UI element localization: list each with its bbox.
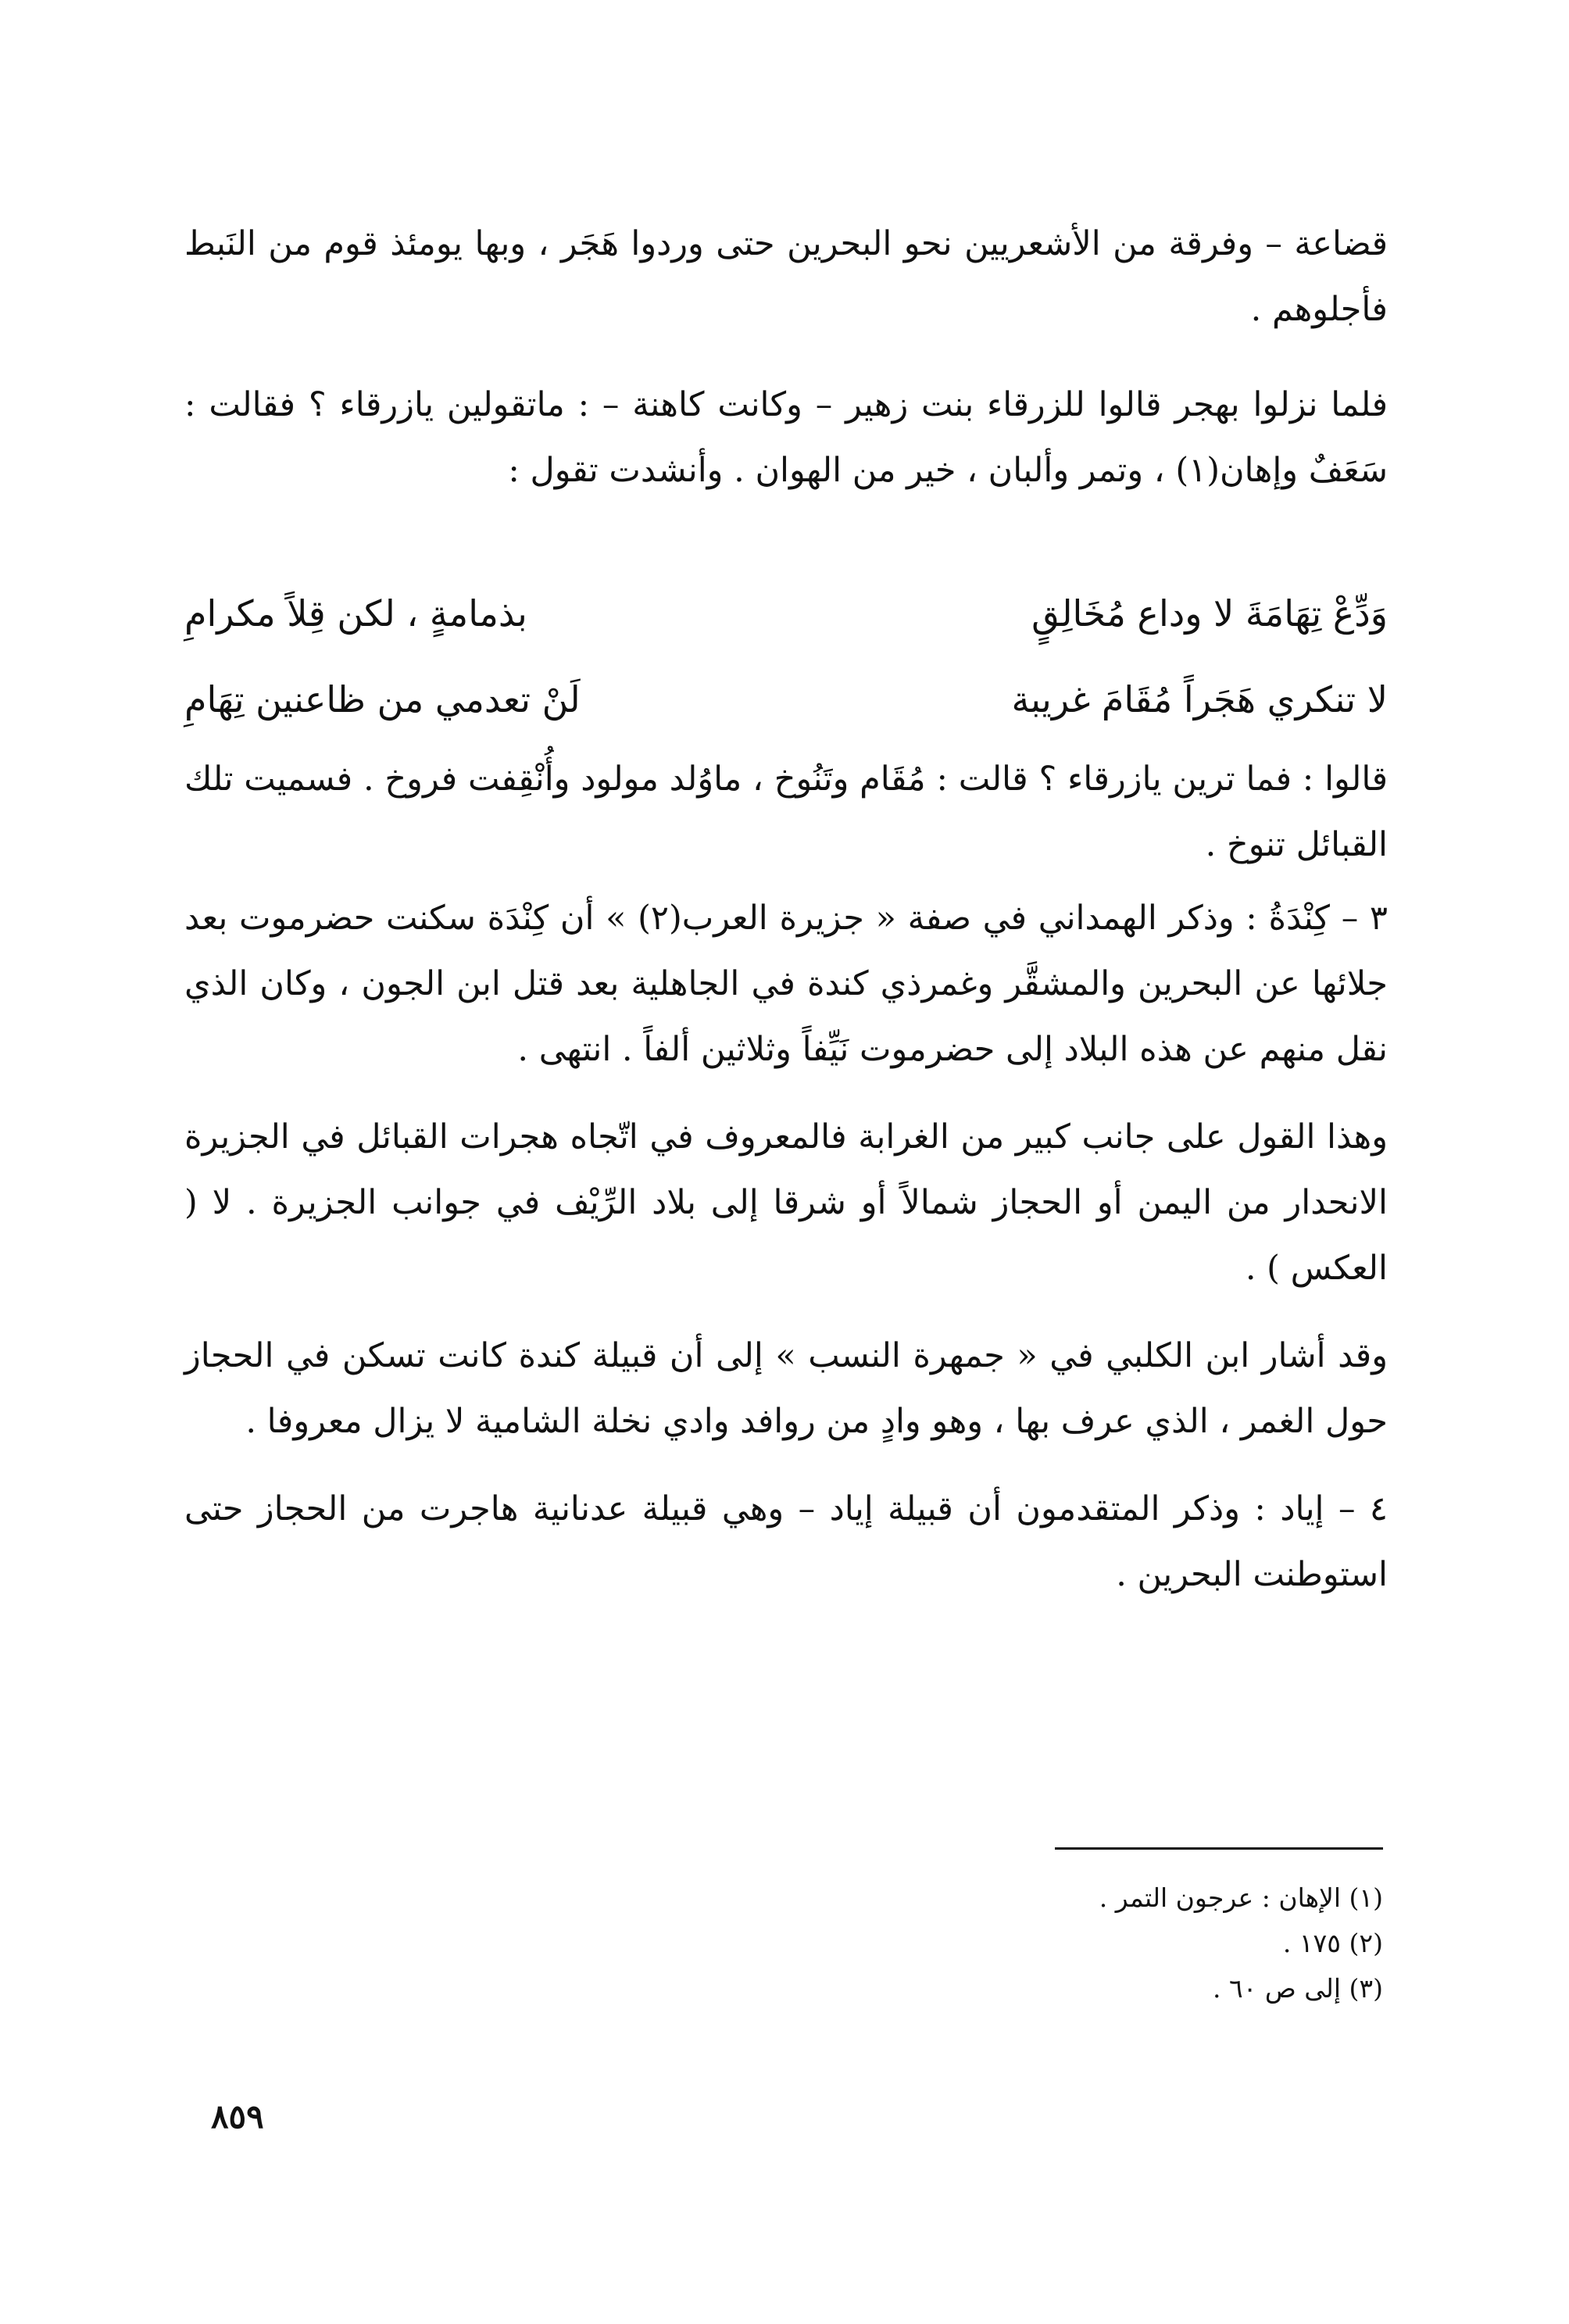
- paragraph-migrations: وهذا القول على جانب كبير من الغرابة فالمعروف في اتّجاه هجرات القبائل في الجزيرة الانحدار من اليمن أو الحجاز شمالاً أو شرقا إلى بلاد الرِّيْف في جوانب الجزيرة . لا ( العكس ) .: [184, 1117, 1388, 1288]
- first-hemistich: وَدِّعْ تِهَامَةَ لا وداع مُخَالِقٍ: [1031, 592, 1388, 635]
- verse-line: [184, 570, 1388, 656]
- footnote-1: (١) الإهان : عرجون التمر .: [1099, 1882, 1383, 1913]
- page-number: ٨٥٩: [211, 2097, 264, 2136]
- paragraph-iyad: ٤ – إياد : وذكر المتقدمون أن قبيلة إياد – وهي قبيلة عدنانية هاجرت من الحجاز حتى استوطنت البحرين .: [184, 1489, 1388, 1594]
- lower-text: [184, 746, 1388, 1607]
- second-hemistich: بذمامةٍ ، لكن قِلاً مكرامِ: [184, 592, 527, 635]
- paragraph-kinda: ٣ – كِنْدَةُ : وذكر الهمداني في صفة « جزيرة العرب(٢) » أن كِنْدَة سكنت حضرموت بعد جلائها عن البحرين والمشقَّر وغمرذي كندة في الجاهلية بعد قتل ابن الجون ، وكان الذي نقل منهم عن هذه البلاد إلى حضرموت نَيِّفاً وثلاثين ألفاً . انتهى .: [184, 899, 1388, 1069]
- verse-line: [184, 656, 1388, 742]
- upper-text: [184, 211, 1388, 503]
- footnote-3: (٣) إلى ص ٦٠ .: [1212, 1973, 1383, 2004]
- footnotes: [860, 1875, 1383, 2011]
- footnote-separator: [1055, 1847, 1383, 1850]
- paragraph-ibn-kalbi: وقد أشار ابن الكلبي في « جمهرة النسب » إلى أن قبيلة كندة كانت تسكن في الحجاز حول الغمر ، الذي عرف بها ، وهو وادٍ من روافد وادي نخلة الشامية لا يزال معروفا .: [184, 1336, 1388, 1441]
- footnote-2: (٢) ١٧٥ .: [1282, 1928, 1383, 1958]
- paragraph-zarqa: فلما نزلوا بهجر قالوا للزرقاء بنت زهير – وكانت كاهنة – : ماتقولين يازرقاء ؟ فقالت : سَعَفٌ وإهان(١) ، وتمر وألبان ، خير من الهوان . وأنشدت تقول :: [184, 385, 1388, 490]
- first-hemistich: لا تنكري هَجَراً مُقَامَ غريبة: [1011, 678, 1388, 720]
- second-hemistich: لَنْ تعدمي من ظاعنين تِهَامِ: [184, 678, 581, 720]
- poem-verses: [184, 570, 1388, 742]
- paragraph-tanukh: قالوا : فما ترين يازرقاء ؟ قالت : مُقَام وتَنُوخ ، ماوُلد مولود وأُنْقِفت فروخ . فسميت تلك القبائل تنوخ .: [184, 760, 1388, 864]
- paragraph-qudaa: قضاعة – وفرقة من الأشعريين نحو البحرين حتى وردوا هَجَر ، وبها يومئذ قوم من النَبط فأجلوهم .: [184, 224, 1388, 329]
